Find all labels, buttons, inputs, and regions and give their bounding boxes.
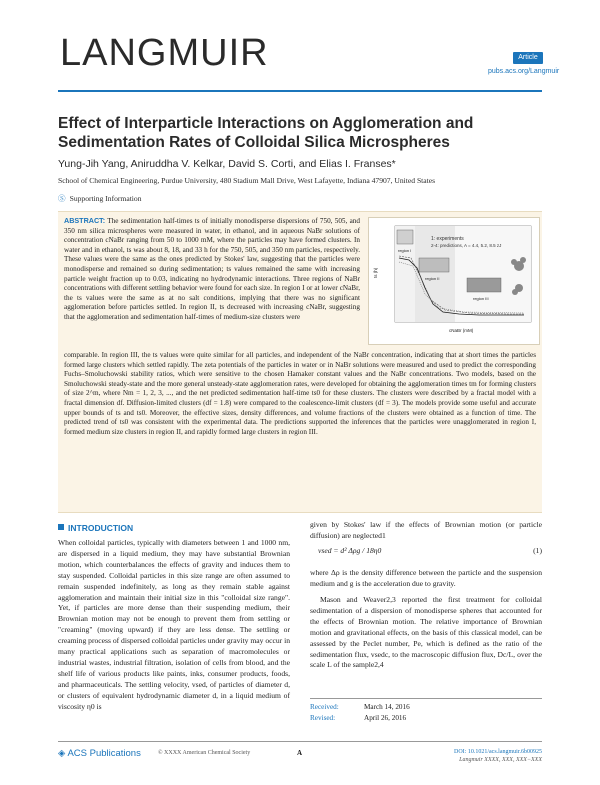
toc-graphic [368,217,540,345]
acs-publications-label: ACS Publications [67,748,141,759]
supporting-info-link[interactable] [58,193,142,204]
toc-vial-region2 [419,258,449,272]
revised-row [310,713,542,724]
toc-region3-label: region III [473,296,489,301]
page-number: A [297,749,303,757]
toc-legend-2: 2-4: predictions, A = 4.4, 5.2, 8.5 zJ [431,243,502,248]
affiliation: School of Chemical Engineering, Purdue University, 480 Stadium Mall Drive, West Lafayette, Indiana 47907, United States [58,176,436,185]
toc-legend-1: 1: experiments [431,236,464,242]
citation-line: Langmuir XXXX, XXX, XXX−XXX [459,757,542,763]
header-divider [58,90,542,92]
received-date: March 14, 2016 [364,703,410,711]
intro-left-column: When colloidal particles, typically with diameters between 1 and 1000 nm, are dispersed in a liquid medium, they may have substantial Brownian motion, which counterbalances the effects of gravity and induces them to stay suspended. Colloidal particles in this size range are often assumed to remain suspended indefinitely, as long as they remain stable against agglomeration and maintain their initial size in this "colloidal size range". Yet, if particles are more dense than their suspending medium, their Brownian motion may not be enough to prevent them from settling or "creaming" (moving upward) if they are less dense. The settling or creaming process of dispersed colloidal particles under gravity may occur in many practical applications such as separation of macromolecules or industrial wastes, industrial filtration, isolation of cells from blood, and the shelf life of various products like paints, inks, consumer products, foods, and pharmaceuticals. The settling velocity, vsed, of particles of diameter d, or clusters of equivalent hydrodynamic diameter d, in a liquid medium of viscosity η0 is [58,538,290,711]
footer-divider [58,741,542,742]
abstract-body-2: comparable. In region III, the ts values were quite similar for all particles, and independent of the NaBr concentration, indicating that at short times the particles formed large clusters which settled rapidly. The zeta potentials of the particles in water or in NaBr solutions were measured and used to predict the corresponding Fuchs–Smoluchowski stability ratios, which were sensitive to the chosen Hamaker constant values and the NaBr concentrations. Two models, based on the Smoluchowski steady-state and the more general unsteady-state agglomeration rates, were developed for obtaining the agglomeration times tm for forming clusters of size 2^m, where Nm = 1, 2, 3, ..., and the net predicted sedimentation half-time ts0 for these clusters. The clusters were described by a fractal model with a fractal dimension df. Diffusion-limited clusters (df = 1.8) were compared to the coalescence-limit clusters (df = 3). The models provide some useful and accurate upper bounds of ts and ts0. Moreover, the effective sizes, density differences, and volume fractions of the clusters were obtained as a function of time. The predicted trend of ts0 was consistent with the experimental data. The predictions supported the inferences that the particles were unagglomerated in region I, formed medium size clusters in region II, and rapidly formed large clusters in region III. [64,351,536,436]
toc-ylabel: ts (h) [373,267,378,278]
intro-right-para-2: where Δρ is the density difference between the particle and the suspension medium and g is the acceleration due to gravity. [310,568,542,588]
acs-logo-icon: ◈ [58,748,66,759]
section-square-icon [58,524,64,530]
received-row [310,702,542,713]
introduction-heading-label: INTRODUCTION [68,523,134,533]
supporting-info-icon: Ⓢ [58,194,66,203]
abstract-text-part1 [64,216,360,323]
intro-right-para-1: given by Stokes' law if the effects of Brownian motion (or particle diffusion) are neglected1 [310,520,542,540]
intro-right-para-3: Mason and Weaver2,3 reported the first treatment for colloidal sedimentation of a dispersion of monodisperse spheres that accounted for the effects of Brownian motion. The relative importance of Brownian motion and gravitational effects, on the basis of this classical model, can be assessed by the Peclet number, Pe, which is defined as the ratio of the sedimentation flux, vsedc, to the macroscopic diffusion flux, Dc/L, over the scale L of the sample2,4 [310,595,542,670]
copyright-notice: © XXXX American Chemical Society [158,750,251,756]
toc-region1-label: region I [398,248,412,253]
journal-url-link[interactable]: pubs.acs.org/Langmuir [488,68,560,75]
toc-chart [369,218,539,344]
revised-date: April 26, 2016 [364,714,407,722]
article-title: Effect of Interparticle Interactions on Agglomeration and Sedimentation Rates of Colloidal Silica Microspheres [58,115,474,151]
acs-publications-logo[interactable] [58,748,141,759]
received-label: Received: [310,703,339,711]
article-type-badge: Article [513,52,543,64]
abstract-body-1: The sedimentation half-times ts of initially monodisperse dispersions of 750, 505, and 350 nm silica microspheres were measured in water, in ethanol, and in aqueous NaBr solutions of concentration cNaBr ranging from 50 to 1000 mM, where the particles may have formed clusters. In water and in ethanol, ts was about 8, 18, and 33 h for the 750, 505, and 350 nm particles, respectively. These values were the same as the ones predicted by Stokes' law, suggesting that the particles were monodisperse and remained so during sedimentation; ts values remained the same with increasing particle weight fraction up to 0.03, indicating no hydrodynamic interactions. Three regions of NaBr concentrations with different settling behavior were found for each size. In region I or at lower cNaBr, the ts values were the same as at no salt conditions, implying that there was no significant agglomeration before particles settled. In region II, ts decreased with increasing cNaBr, suggesting that the agglomeration and sedimentation half-times of medium-size clusters were [64,217,360,321]
abstract-box [58,211,542,513]
abstract-label: ABSTRACT: [64,216,106,225]
equation-1: vsed = d² Δρg / 18η0 [318,546,382,555]
toc-region2-label: region II [425,276,440,281]
revised-label: Revised: [310,714,336,722]
journal-logo: LANGMUIR [60,32,269,74]
doi-block [430,748,542,764]
doi-link[interactable]: DOI: 10.1021/acs.langmuir.6b00925 [454,749,542,755]
toc-xlabel: cNaBr (mM) [449,328,474,333]
toc-vial-region1 [397,230,413,244]
introduction-heading [58,523,133,533]
author-list: Yung-Jih Yang, Aniruddha V. Kelkar, David S. Corti, and Elias I. Franses* [58,158,396,170]
toc-vial-region3 [467,278,501,292]
equation-1-number: (1) [533,546,542,555]
publication-dates [310,698,542,724]
supporting-info-label: Supporting Information [69,194,142,203]
